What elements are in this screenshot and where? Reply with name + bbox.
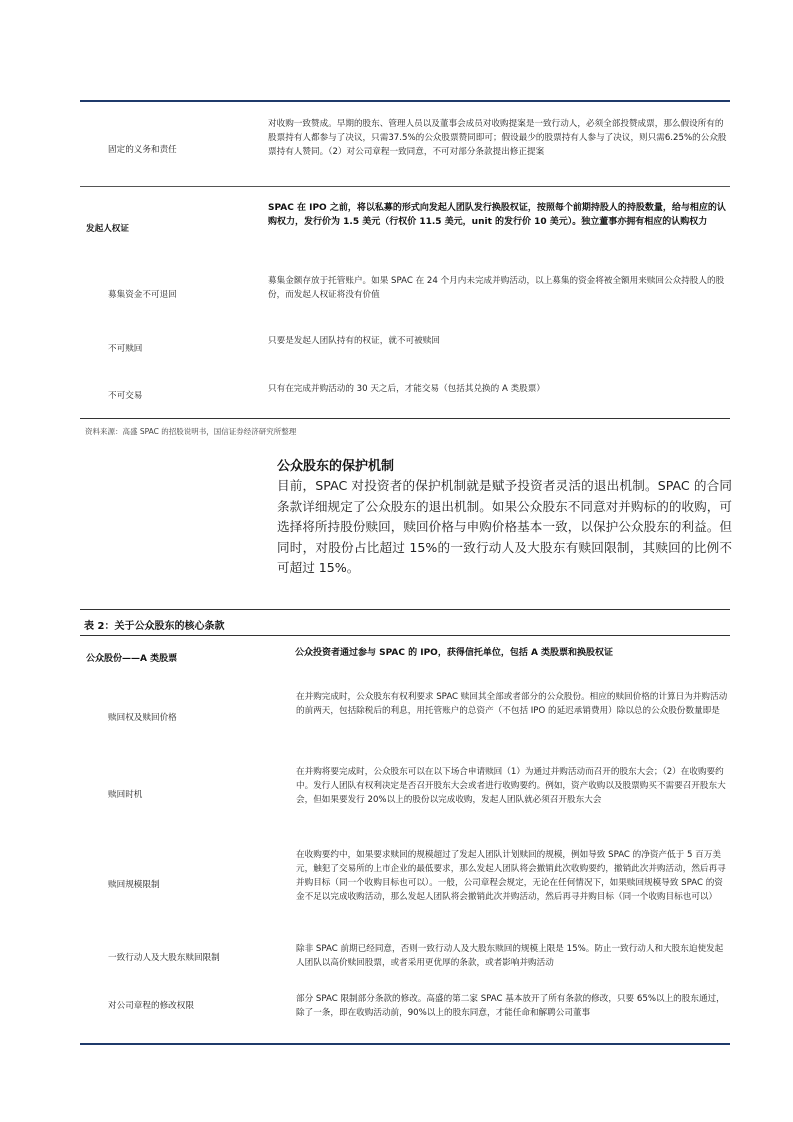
table2-row-text: 在并购将要完成时，公众股东可以在以下场合申请赎回（1）为通过并购活动而召开的股东大会；（2）在收购要约中。发行人团队有权利决定是否召开股东大会或者进行收购要约。例如，资产收购以及股票购买不需要召开股东大会，但如果要发行 20%以上的股份以完成收购，发起人团队就必须召开股东大会 bbox=[296, 767, 726, 805]
table1-row-label: 不可交易 bbox=[108, 391, 143, 401]
table2-row-label: 赎回时机 bbox=[108, 790, 143, 800]
table1-bottom-rule bbox=[80, 418, 730, 419]
table1-row-text: 只要是发起人团队持有的权证，就不可被赎回 bbox=[268, 336, 440, 346]
table2-row-label: 赎回规模限制 bbox=[108, 880, 160, 890]
section-heading: 公众股东的保护机制 bbox=[277, 459, 395, 474]
table2-row-text: 在收购要约中，如果要求赎回的规模超过了发起人团队计划赎回的规模，例如导致 SPAC 的净资产低于 5 百万美元，触犯了交易所的上市企业的最低要求，那么发起人团队将会撤销此次收购要约，撤销此次并购活动，然后再寻并购目标（同一个收购目标也可以）。一般，公司章程会规定，无论在任何情况下，如果赎回规模导致 SPAC 的资金不足以完成收购活动，那么发起人团队将会撤销此次并购活动，然后再寻并购目标（同一个收购目标也可以） bbox=[296, 850, 726, 902]
table1-row-text: 对收购一致赞成。早期的股东、管理人员以及董事会成员对收购提案是一致行动人，必须全部投赞成票，那么假设所有的股票持有人都参与了决议，只需37.5%的公众股票赞同即可；假设最少的股票持有人参与了决议，则只需6.25%的公众股票持有人赞同。（2）对公司章程一致同意，不可对部分条款提出修正提案 bbox=[268, 119, 727, 157]
table1-row-text: 只有在完成并购活动的 30 天之后，才能交易（包括其兑换的 A 类股票） bbox=[268, 384, 545, 394]
table2-row-text: 部分 SPAC 限制部分条款的修改。高盛的第二家 SPAC 基本放开了所有条款的修改，只要 65%以上的股东通过，除了一条，即在收购活动前，90%以上的股东同意，才能任命和解聘公司董事 bbox=[296, 994, 725, 1018]
header-rule bbox=[80, 100, 730, 102]
table1-divider bbox=[80, 186, 730, 187]
table2-row-text: 在并购完成时，公众股东有权利要求 SPAC 赎回其全部或者部分的公众股份。相应的赎回价格的计算日为并购活动的前两天，包括除税后的利息，用托管账户的总资产（不包括 IPO 的延迟承销费用）除以总的公众股份数量即是 bbox=[296, 692, 728, 716]
table2-row-label: 赎回权及赎回价格 bbox=[108, 713, 177, 723]
table1-row-text: 募集金额存放于托管账户。如果 SPAC 在 24 个月内未完成并购活动，以上募集的资金将被全额用来赎回公众持股人的股份，而发起人权证将没有价值 bbox=[268, 276, 725, 300]
table2-row-label: 一致行动人及大股东赎回限制 bbox=[108, 953, 220, 963]
table1-row-label: 募集资金不可退回 bbox=[108, 290, 177, 300]
table2-title: 表 2：关于公众股东的核心条款 bbox=[84, 621, 225, 632]
section-paragraph: 目前，SPAC 对投资者的保护机制就是赋予投资者灵活的退出机制。SPAC 的合同条款详细规定了公众股东的退出机制。如果公众股东不同意对并购标的的收购，可选择将所持股份赎回，赎回价格与申购价格基本一致，以保护公众股东的利益。但同时，对股份占比超过 15%的一致行动人及大股东有赎回限制，其赎回的比例不可超过 15%。 bbox=[277, 478, 732, 576]
footer-rule bbox=[80, 1043, 730, 1045]
table2-header-right: 公众投资者通过参与 SPAC 的 IPO，获得信托单位，包括 A 类股票和换股权证 bbox=[295, 648, 614, 658]
table1-source-note: 资料来源：高盛 SPAC 的招股说明书，国信证券经济研究所整理 bbox=[85, 427, 297, 436]
table2-row-label: 对公司章程的修改权限 bbox=[108, 1001, 194, 1011]
table1-row-label: 发起人权证 bbox=[86, 224, 129, 234]
table2-row-text: 除非 SPAC 前期已经同意，否则一致行动人及大股东赎回的规模上限是 15%。防止一致行动人和大股东迫使发起人团队以高价赎回股票，或者采用更优厚的条款，或者影响并购活动 bbox=[296, 944, 724, 968]
table2-top-rule bbox=[80, 609, 730, 610]
table1-row-label: 固定的义务和责任 bbox=[108, 145, 177, 155]
table2-header-left: 公众股份——A 类股票 bbox=[86, 654, 178, 664]
table1-row-label: 不可赎回 bbox=[108, 344, 143, 354]
table2-title-rule bbox=[80, 635, 730, 636]
table1-row-text: SPAC 在 IPO 之前，将以私募的形式向发起人团队发行换股权证，按照每个前期持股人的持股数量，给与相应的认购权力，发行价为 1.5 美元（行权价 11.5 美元，unit 的发行价 10 美元）。独立董事亦拥有相应的认购权力 bbox=[268, 203, 726, 227]
